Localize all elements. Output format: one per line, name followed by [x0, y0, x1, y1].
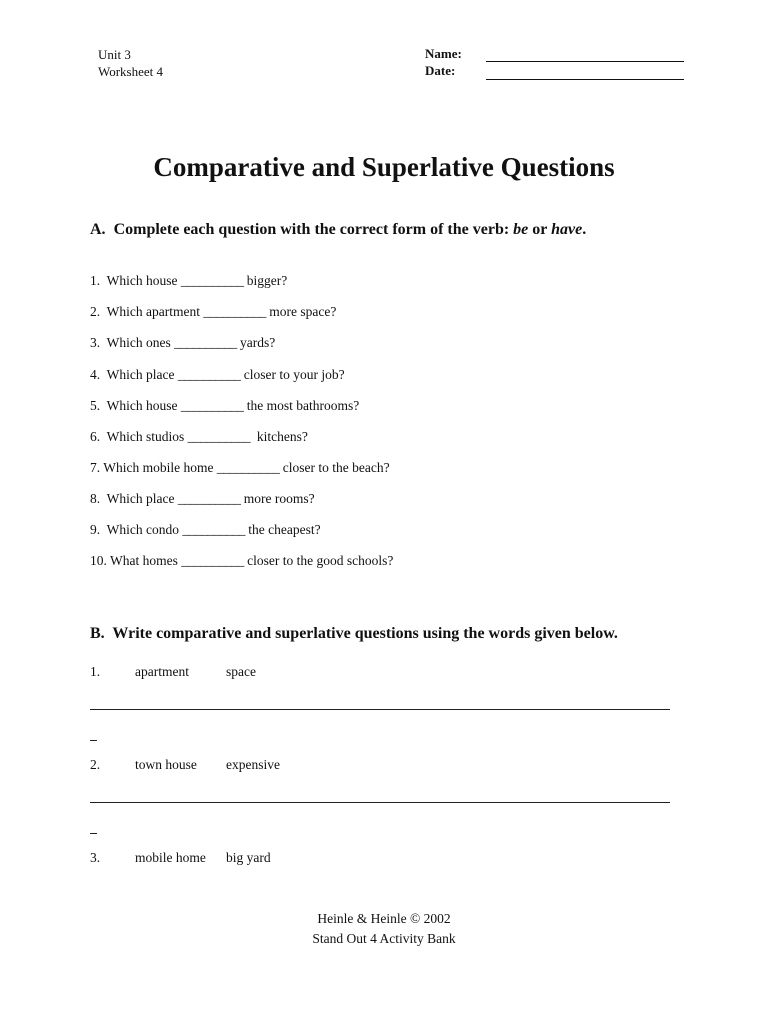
answer-blank[interactable]: __________	[182, 522, 245, 537]
prompt-word: town house	[135, 757, 197, 772]
or-word: or	[532, 221, 548, 238]
question-text: more space?	[269, 304, 337, 319]
answer-blank[interactable]: __________	[187, 429, 251, 444]
question-row	[90, 398, 359, 414]
question-text: bigger?	[246, 273, 288, 288]
header-unit: Unit 3	[98, 47, 131, 62]
question-text: Which mobile home	[103, 460, 214, 475]
footer-book-title: Stand Out 4 Activity Bank	[312, 931, 456, 946]
answer-blank[interactable]: __________	[180, 273, 244, 288]
prompt-word: expensive	[226, 757, 280, 772]
question-text: yards?	[240, 335, 276, 350]
footer	[0, 909, 768, 949]
question-text: closer to the beach?	[282, 460, 390, 475]
question-text: Which studios	[106, 429, 185, 444]
prompt-word: mobile home	[135, 850, 206, 865]
question-number: 4.	[90, 367, 101, 382]
footer-copyright: Heinle & Heinle © 2002	[317, 911, 451, 926]
question-row	[90, 553, 393, 569]
question-text: Which house	[106, 398, 178, 413]
header-worksheet: Worksheet 4	[98, 64, 164, 79]
heading-period: .	[582, 221, 587, 238]
question-number: 5.	[90, 398, 101, 413]
question-number: 6.	[90, 429, 101, 444]
question-number: 7.	[90, 460, 101, 475]
question-text: the cheapest?	[248, 522, 321, 537]
answer-blank[interactable]: __________	[177, 491, 241, 506]
answer-blank[interactable]: __________	[181, 553, 244, 568]
question-text: closer to your job?	[243, 367, 345, 382]
question-text: Which ones	[106, 335, 171, 350]
item-number: 1.	[90, 664, 101, 679]
question-number: 8.	[90, 491, 101, 506]
verb-be: be	[513, 221, 529, 238]
section-b-instruction: Write comparative and superlative questions using the words given below.	[112, 625, 618, 642]
answer-line[interactable]	[90, 709, 670, 710]
question-text: the most bathrooms?	[246, 398, 360, 413]
answer-line-overflow	[90, 740, 97, 741]
section-a-letter: A.	[90, 221, 106, 238]
prompt-word: space	[226, 664, 256, 679]
question-text: Which place	[106, 491, 175, 506]
section-a-heading	[90, 221, 586, 239]
question-number: 3.	[90, 335, 101, 350]
prompt-word: big yard	[226, 850, 271, 865]
question-row	[90, 429, 308, 445]
item-number: 2.	[90, 757, 101, 772]
section-a-instruction: Complete each question with the correct form of the verb:	[113, 221, 510, 238]
date-field[interactable]	[486, 79, 684, 80]
answer-blank[interactable]: __________	[203, 304, 266, 319]
name-label: Name:	[425, 46, 462, 61]
question-text: kitchens?	[256, 429, 308, 444]
question-text: Which condo	[106, 522, 179, 537]
question-number: 9.	[90, 522, 101, 537]
answer-blank[interactable]: __________	[174, 335, 237, 350]
question-row	[90, 304, 336, 320]
question-text: closer to the good schools?	[247, 553, 394, 568]
section-b-letter: B.	[90, 625, 105, 642]
question-text: Which house	[106, 273, 178, 288]
name-field[interactable]	[486, 61, 684, 62]
question-row	[90, 522, 321, 538]
question-number: 10.	[90, 553, 107, 568]
question-text: Which place	[106, 367, 175, 382]
question-number: 1.	[90, 273, 101, 288]
answer-line-overflow	[90, 833, 97, 834]
item-number: 3.	[90, 850, 101, 865]
question-row	[90, 273, 287, 289]
question-row	[90, 367, 345, 383]
question-row	[90, 491, 315, 507]
date-label: Date:	[425, 63, 456, 78]
question-row	[90, 460, 390, 476]
question-text: Which apartment	[106, 304, 200, 319]
question-number: 2.	[90, 304, 101, 319]
answer-line[interactable]	[90, 802, 670, 803]
question-text: What homes	[110, 553, 178, 568]
section-b-heading	[90, 625, 618, 643]
answer-blank[interactable]: __________	[216, 460, 280, 475]
answer-blank[interactable]: __________	[177, 367, 241, 382]
prompt-word: apartment	[135, 664, 189, 679]
page-title: Comparative and Superlative Questions	[153, 152, 615, 182]
question-text: more rooms?	[243, 491, 315, 506]
question-row	[90, 335, 275, 351]
answer-blank[interactable]: __________	[180, 398, 244, 413]
verb-have: have	[551, 221, 583, 238]
